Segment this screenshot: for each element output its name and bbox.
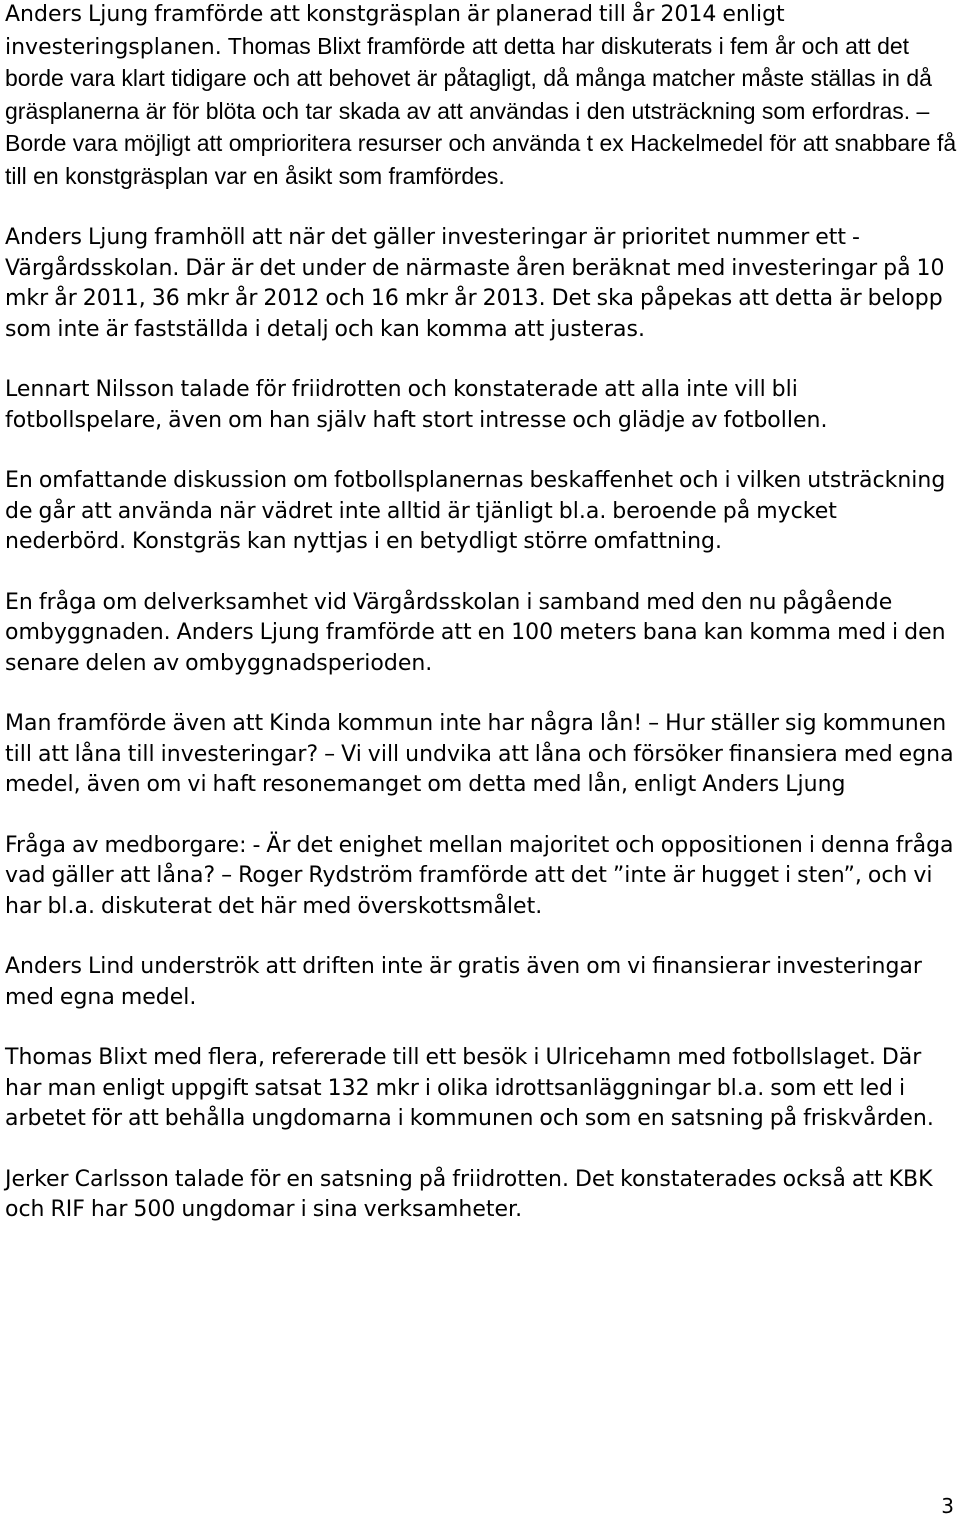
text-segment: Där är det under de närmaste åren beräknat med investeringar på 10 mkr år 2011, 36 mkr år 2012 och 16 mkr år 2013. Det ska påpekas att detta är belopp som inte är fastställda i detalj och kan komma att justeras. (5, 255, 945, 342)
text-segment: Thomas Blixt framförde att detta har diskuterats i fem år och att det borde vara klart tidigare och att behovet är påtagligt, då många matcher måste ställas in då gräsplanerna är för blöta och tar skada av att användas i den utsträckning som erfordras. (5, 32, 932, 124)
page-number: 3 (941, 1494, 954, 1518)
text-segment: Anders Lind underströk att driften inte är gratis även om vi finansierar investeringar med egna medel. (5, 954, 922, 1010)
paragraph-driften (5, 952, 957, 1013)
text-segment: – Borde vara möjligt att omprioritera resurser och använda t ex Hackelmedel för att snabbare få till en konstgräsplan var en åsikt som framfördes. (5, 97, 957, 189)
paragraph-ungdomar (5, 1165, 957, 1226)
document-page (5, 0, 957, 1226)
paragraph-friidrott (5, 375, 957, 436)
text-segment: Thomas Blixt med flera, refererade till ett besök i Ulricehamn med fotbollslaget. Där har man enligt uppgift satsat 132 mkr i olika idrottsanläggningar bl.a. som ett led i arbetet för att behålla ungdomarna i kommunen och som en satsning på friskvården. (5, 1045, 934, 1131)
text-segment: En fråga om delverksamhet vid Värgårdsskolan i samband med den nu pågående ombyggnaden. Anders Ljung framförde att en 100 meters bana kan komma med i den senare delen av ombyggnadsperioden. (5, 589, 946, 676)
text-segment: Man framförde även att Kinda kommun inte har några lån! – Hur ställer sig kommunen till att låna till investeringar? – Vi vill undvika att låna och försöker finansiera med egna medel, även om vi haft resonemanget om detta med lån, enligt Anders Ljung (5, 711, 954, 797)
paragraph-lan (5, 709, 957, 801)
text-segment: Fråga av medborgare: - Är det enighet mellan majoritet och oppositionen i denna fråga vad gäller att låna? – Roger Rydström framförde att det ”inte är hugget i sten”, och vi har bl.a. diskuterat det här med överskottsmålet. (5, 832, 954, 919)
paragraph-medborgarfraga (5, 831, 957, 923)
paragraph-vargardsskolan (5, 588, 957, 680)
text-segment: En omfattande diskussion om fotbollsplanernas beskaffenhet och i vilken utsträckning de går att använda när vädret inte alltid är tjänligt bl.a. beroende på mycket nederbörd. Konstgräs kan nyttjas i en betydligt större omfattning. (5, 468, 946, 554)
text-segment: Lennart Nilsson talade för friidrotten och konstaterade att alla inte vill bli fotbollspelare, även om han själv haft stort intresse och glädje av fotbollen. (5, 377, 828, 433)
text-segment: Jerker Carlsson talade för en satsning på friidrotten. Det konstaterades också att KBK och RIF har 500 ungdomar i sina verksamheter. (5, 1166, 933, 1222)
text-segment: Anders Ljung framförde att konstgräsplan är planerad till år 2014 enligt investeringsplanen. (5, 2, 785, 60)
text-segment: Anders Ljung framhöll att när det gäller investeringar är prioritet nummer ett - Värgårdsskolan. (5, 225, 860, 281)
paragraph-konstgrasplan (5, 0, 957, 193)
paragraph-investeringar (5, 223, 957, 345)
paragraph-ulricehamn (5, 1043, 957, 1135)
paragraph-fotbollsplaner (5, 466, 957, 558)
